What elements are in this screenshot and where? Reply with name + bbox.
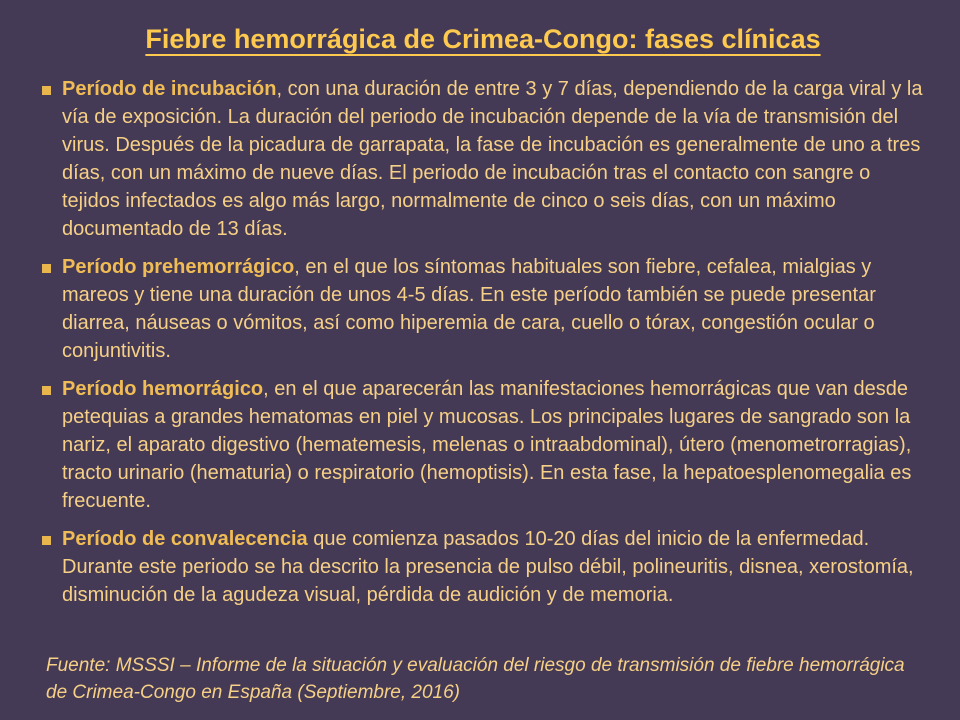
bullet-square-icon xyxy=(42,386,51,395)
bullet-list xyxy=(36,75,930,648)
bullet-item xyxy=(36,525,930,609)
bullet-square-icon xyxy=(42,536,51,545)
bullet-item xyxy=(36,375,930,515)
bullet-square-icon xyxy=(42,264,51,273)
bullet-lead: Período de incubación xyxy=(62,78,277,100)
bullet-text xyxy=(62,253,930,365)
bullet-item xyxy=(36,75,930,243)
bullet-square-icon xyxy=(42,86,51,95)
source-note: Fuente: MSSSI – Informe de la situación y evaluación del riesgo de transmisión de fiebre hemorrágica de Crimea-Congo en España (Septiembre, 2016) xyxy=(46,655,905,703)
bullet-item xyxy=(36,253,930,365)
bullet-lead: Período prehemorrágico xyxy=(62,256,295,278)
bullet-text xyxy=(62,75,930,243)
bullet-text xyxy=(62,525,930,609)
bullet-body: , con una duración de entre 3 y 7 días, dependiendo de la carga viral y la vía de exposición. La duración del periodo de incubación depende de la vía de transmisión del virus. Después de la picadura de garrapata, la fase de incubación es generalmente de uno a tres días, con un máximo de nueve días. El periodo de incubación tras el contacto con sangre o tejidos infectados es algo más largo, normalmente de cinco o seis días, con un máximo documentado de 13 días. xyxy=(62,78,923,240)
bullet-body: , en el que aparecerán las manifestaciones hemorrágicas que van desde petequias a grandes hematomas en piel y mucosas. Los principales lugares de sangrado son la nariz, el aparato digestivo (hematemesis, melenas o intraabdominal), útero (menometrorragias), tracto urinario (hematuria) o respiratorio (hemoptisis). En esta fase, la hepatoesplenomegalia es frecuente. xyxy=(62,378,912,512)
bullet-lead: Período hemorrágico xyxy=(62,378,264,400)
bullet-body: que comienza pasados 10-20 días del inicio de la enfermedad. Durante este periodo se ha descrito la presencia de pulso débil, polineuritis, disnea, xerostomía, disminución de la agudeza visual, pérdida de audición y de memoria. xyxy=(62,528,914,606)
bullet-text xyxy=(62,375,930,515)
bullet-body: , en el que los síntomas habituales son fiebre, cefalea, mialgias y mareos y tiene una duración de unos 4-5 días. En este período también se puede presentar diarrea, náuseas o vómitos, así como hiperemia de cara, cuello o tórax, congestión ocular o conjuntivitis. xyxy=(62,256,876,362)
bullet-lead: Período de convalecencia xyxy=(62,528,308,550)
slide-title: Fiebre hemorrágica de Crimea-Congo: fases clínicas xyxy=(145,24,821,54)
